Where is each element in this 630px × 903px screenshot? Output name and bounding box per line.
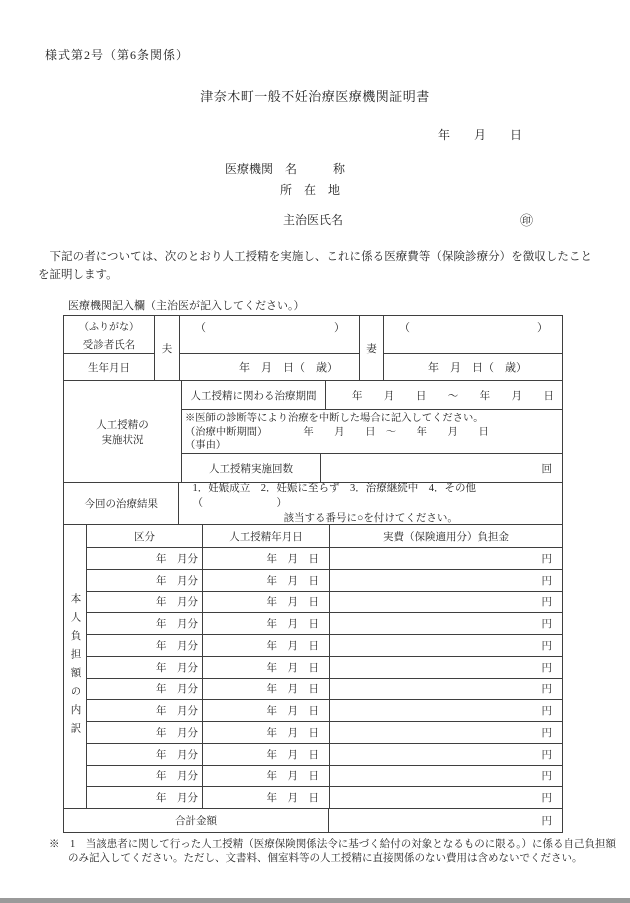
row-date-cell: 年 月 日 (202, 657, 329, 678)
row-month-cell: 年 月分 (156, 662, 198, 674)
row-month-cell: 年 月分 (156, 727, 198, 739)
row-month-cell: 年 月分 (156, 553, 198, 565)
document-title: 津奈木町一般不妊治療医療機関証明書 (200, 89, 430, 104)
row-date-cell: 年 月 日 (202, 592, 329, 613)
breakdown-vertical-label: 本人負担額の内訳 (69, 592, 81, 741)
breakdown-row (87, 678, 562, 700)
result-label: 今回の治療結果 (84, 499, 158, 510)
seal-mark-icon: ㊞ (520, 213, 534, 228)
patient-section (64, 316, 562, 380)
implementation-section (64, 380, 562, 482)
row-amount-cell: 円 (329, 613, 562, 634)
breakdown-row (87, 569, 562, 591)
total-label: 合計金額 (175, 816, 217, 827)
row-amount-cell: 円 (329, 679, 562, 700)
row-date-cell: 年 月 日 (202, 722, 329, 743)
row-amount-cell: 円 (329, 548, 562, 569)
interruption-note: ※医師の診断等により治療を中断した場合に記入してください。 (185, 413, 484, 424)
row-date-cell: 年 月 日 (202, 548, 329, 569)
row-date-cell: 年 月 日 (202, 744, 329, 765)
doctor-name-line (283, 211, 630, 227)
form-table (63, 315, 563, 833)
patient-name-label: 受診者氏名 (82, 339, 136, 351)
row-month-cell: 年 月分 (156, 706, 198, 718)
breakdown-row (87, 591, 562, 613)
breakdown-row (87, 721, 562, 743)
header-category: 区分 (134, 531, 155, 543)
row-month-cell: 年 月分 (156, 749, 198, 761)
page-bottom-edge (0, 898, 630, 903)
row-date-cell: 年 月 日 (202, 766, 329, 787)
row-date-cell: 年 月 日 (202, 679, 329, 700)
table-caption: 医療機関記入欄（主治医が記入してください。） (68, 300, 305, 312)
row-month-cell: 年 月分 (156, 619, 198, 631)
breakdown-row (87, 786, 562, 808)
husband-fields (179, 316, 359, 380)
result-section (64, 482, 562, 524)
wife-furigana-field: （ ） (384, 316, 562, 354)
birthdate-label: 生年月日 (88, 362, 130, 374)
breakdown-row (87, 612, 562, 634)
row-date-cell: 年 月 日 (202, 700, 329, 721)
doctor-name-label: 主治医氏名 (283, 213, 344, 227)
husband-label: 夫 (154, 316, 179, 380)
husband-birthdate-field: 年 月 日（ 歳） (239, 362, 338, 374)
row-amount-cell: 円 (329, 744, 562, 765)
breakdown-row (87, 656, 562, 678)
institution-name-label: 医療機関 名 称 (225, 162, 346, 176)
row-date-cell: 年 月 日 (202, 570, 329, 591)
row-date-cell: 年 月 日 (202, 787, 329, 808)
insemination-count-label: 人工授精実施回数 (209, 463, 293, 475)
treatment-period-field: 年 月 日 ～ 年 月 日 (325, 381, 562, 409)
breakdown-row (87, 765, 562, 787)
row-month-cell: 年 月分 (156, 640, 198, 652)
row-amount-cell: 円 (329, 657, 562, 678)
row-amount-cell: 円 (329, 722, 562, 743)
wife-label: 妻 (359, 316, 383, 380)
footnote-text: ※ 1 当該患者に関して行った人工授精（医療保険関係法令に基づく給付の対象となるものに限る。）に係る自己負担額のみ記入してください。ただし、文書料、個室料等の人工授精に直接関係のない費用は含めないでください。 (49, 839, 616, 864)
header-date: 人工授精年月日 (202, 525, 329, 547)
husband-furigana-field: （ ） (180, 316, 359, 354)
breakdown-header-row (87, 525, 562, 547)
row-date-cell: 年 月 日 (202, 635, 329, 656)
interruption-period-line: （治療中断期間） 年 月 日 ～ 年 月 日 (185, 426, 489, 438)
implementation-label: 人工授精の 実施状況 (96, 419, 149, 446)
interruption-reason-label: （事由） (185, 440, 227, 451)
interruption-note-cell (182, 409, 562, 453)
total-amount-cell: 円 (328, 809, 562, 832)
patient-label-column (64, 316, 154, 380)
wife-birthdate-field: 年 月 日（ 歳） (428, 362, 527, 374)
result-instruction: 該当する番号に○を付けてください。 (283, 513, 458, 524)
row-amount-cell: 円 (329, 592, 562, 613)
row-amount-cell: 円 (329, 700, 562, 721)
row-month-cell: 年 月分 (156, 575, 198, 587)
insemination-count-field: 回 (320, 454, 562, 482)
furigana-label: （ふりがな） (79, 321, 139, 333)
issue-date-line: 年 月 日 (437, 128, 522, 142)
breakdown-section (64, 524, 562, 832)
treatment-period-label: 人工授精に関わる治療期間 (190, 390, 317, 402)
form-number: 様式第2号（第6条関係） (45, 48, 190, 62)
row-month-cell: 年 月分 (156, 771, 198, 783)
row-date-cell: 年 月 日 (202, 613, 329, 634)
result-options: 1．妊娠成立 2．妊娠に至らず 3．治療継続中 4．その他（ ） (192, 483, 476, 509)
breakdown-row (87, 634, 562, 656)
row-amount-cell: 円 (329, 787, 562, 808)
breakdown-row (87, 699, 562, 721)
breakdown-rows (87, 547, 562, 808)
header-amount: 実費（保険適用分）負担金 (329, 525, 562, 547)
row-month-cell: 年 月分 (156, 684, 198, 696)
row-amount-cell: 円 (329, 766, 562, 787)
institution-address-label: 所 在 地 (280, 183, 341, 197)
row-month-cell: 年 月分 (156, 793, 198, 805)
row-month-cell: 年 月分 (156, 597, 198, 609)
breakdown-row (87, 743, 562, 765)
row-amount-cell: 円 (329, 635, 562, 656)
row-amount-cell: 円 (329, 570, 562, 591)
breakdown-row (87, 547, 562, 569)
wife-fields (383, 316, 562, 380)
declaration-text: 下記の者については、次のとおり人工授精を実施し、これに係る医療費等（保険診療分）を徴収したことを証明します。 (38, 251, 592, 281)
total-row (64, 808, 562, 832)
